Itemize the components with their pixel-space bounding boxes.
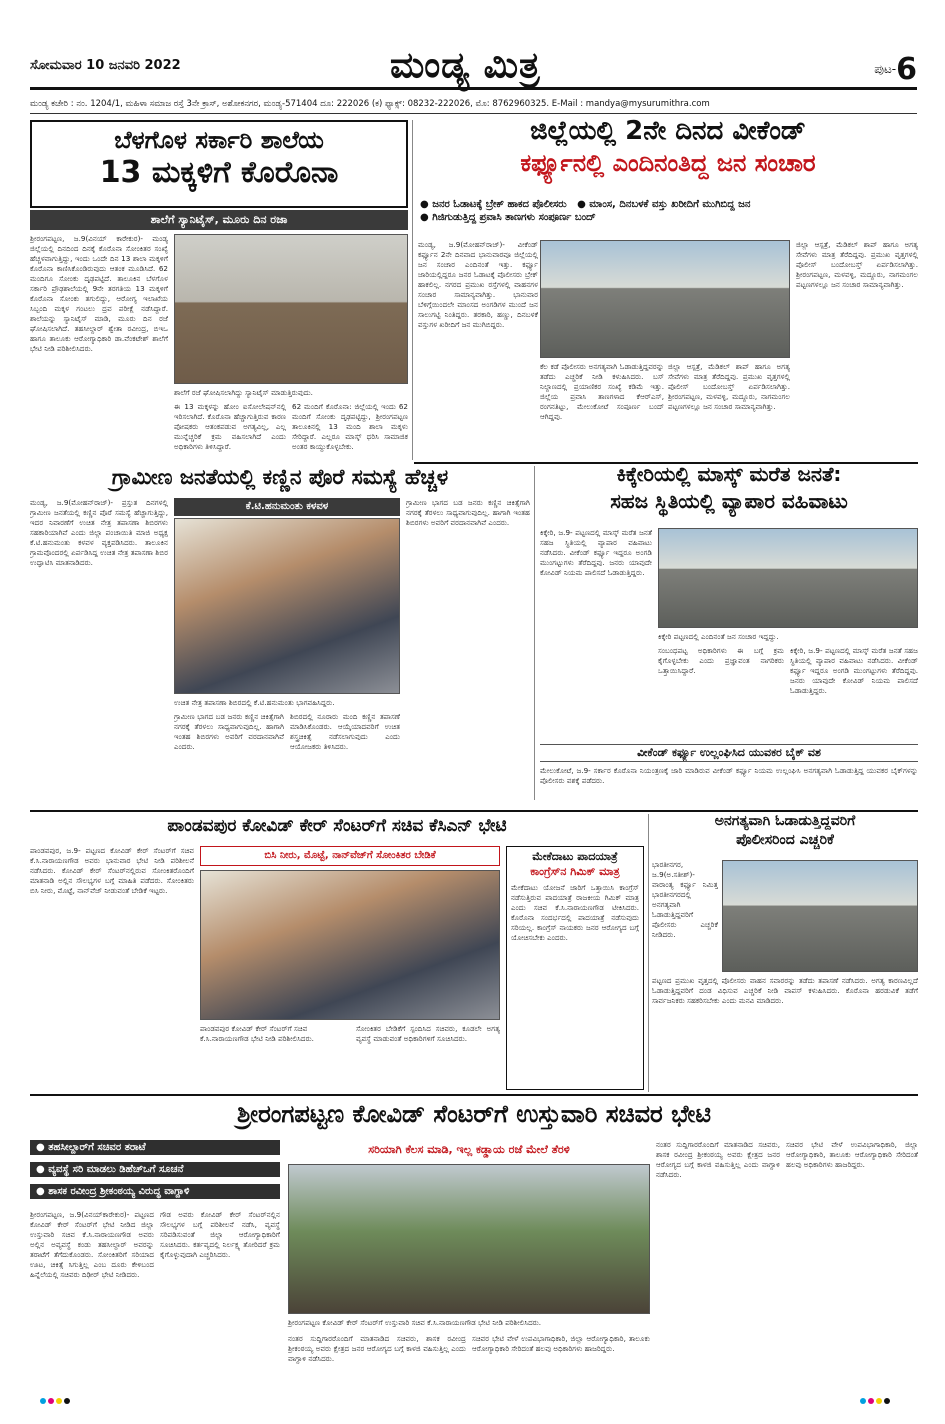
story-srirangapatna-col6: ಸಚಿವರ ಭೇಟಿ ವೇಳೆ ಉಪವಿಭಾಗಾಧಿಕಾರಿ, ಜಿಲ್ಲಾ ಆರೋಗ್ಯಾಧಿಕಾರಿ, ತಾಲೂಕು ಆರೋಗ್ಯಾಧಿಕಾರಿ ಸೇರಿದಂತೆ ಹಲವು ಅಧಿಕಾರಿಗಳು ಹಾಜರಿದ್ದರು. — [786, 1140, 918, 1169]
story-pandavapura-col2: ಸೋಂಕಿತರ ಬೇಡಿಕೆಗೆ ಸ್ಪಂದಿಸಿದ ಸಚಿವರು, ಕೂಡಲೇ ಅಗತ್ಯ ವ್ಯವಸ್ಥೆ ಮಾಡುವಂತೆ ಅಧಿಕಾರಿಗಳಿಗೆ ಸೂಚಿಸಿದರು. — [356, 1024, 500, 1043]
story-pandavapura-col1: ಪಾಂಡವಪುರ, ಜ.9- ಪಟ್ಟಣದ ಕೋವಿಡ್ ಕೇರ್ ಸೆಂಟರ್‌ಗೆ ಸಚಿವ ಕೆ.ಸಿ.ನಾರಾಯಣಗೌಡ ಅವರು ಭಾನುವಾರ ಭೇಟಿ ನೀಡಿ ಪರಿಶೀಲನೆ ನಡೆಸಿದರು. ಕೋವಿಡ್ ಕೇರ್ ಸೆಂಟರ್‌ನಲ್ಲಿರುವ ಸೋಂಕಿತರೊಂದಿಗೆ ಮಾತನಾಡಿ ಅಲ್ಲಿನ ಸೌಲಭ್ಯಗಳ ಬಗ್ಗೆ ಮಾಹಿತಿ ಪಡೆದರು. ಸೋಂಕಿತರು ಬಿಸಿ ನೀರು, ಮೊಟ್ಟೆ, ನಾನ್‌ವೆಜ್ ನೀಡುವಂತೆ ಬೇಡಿಕೆ ಇಟ್ಟರು. — [30, 846, 194, 895]
story-cataract — [30, 464, 530, 494]
headline-school-1: ಬೆಳಗೊಳ ಸರ್ಕಾರಿ ಶಾಲೆಯ — [114, 126, 324, 154]
photo-kikkeri-street — [658, 528, 918, 628]
headline-police-2: ಪೊಲೀಸರಿಂದ ಎಚ್ಚರಿಕೆ — [736, 831, 834, 848]
story-kikkeri — [540, 464, 918, 526]
story-bike-seized-body: ಮೇಲುಕೋಟೆ, ಜ.9- ಸರ್ಕಾರ ಕೊರೊನಾ ನಿಯಂತ್ರಣಕ್ಕೆ ಜಾರಿ ಮಾಡಿರುವ ವೀಕೆಂಡ್ ಕರ್ಫ್ಯೂ ನಿಯಮ ಉಲ್ಲಂಘಿಸಿ ಅನಗತ್ಯವಾಗಿ ಓಡಾಡುತ್ತಿದ್ದ ಯುವಕರ ಬೈಕ್‌ಗಳನ್ನು ಪೊಲೀಸರು ವಶಕ್ಕೆ ಪಡೆದರು. — [540, 766, 918, 785]
photo-srirangapatna-visit — [288, 1164, 650, 1314]
srirangapatna-red-sub — [288, 1140, 650, 1160]
photo-caption-school: ಶಾಲೆಗೆ ರಜೆ ಘೋಷಿಸಲಾಗಿದ್ದು ಸ್ಯಾನಿಟೈಸ್ ಮಾಡುತ್ತಿರುವುದು. — [174, 388, 313, 397]
curfew-bullet-3: ● ಗಿಜಿಗುಡುತ್ತಿದ್ದ ಪ್ರವಾಸಿ ತಾಣಗಳು ಸಂಪೂರ್ಣ ಬಂದ್ — [420, 212, 596, 223]
story-police-body: ಪಟ್ಟಣದ ಪ್ರಮುಖ ವೃತ್ತದಲ್ಲಿ ಪೊಲೀಸರು ವಾಹನ ಸವಾರರನ್ನು ತಡೆದು ತಪಾಸಣೆ ನಡೆಸಿದರು. ಅಗತ್ಯ ಕಾರಣವಿಲ್ಲದೆ ಓಡಾಡುತ್ತಿದ್ದವರಿಗೆ ದಂಡ ವಿಧಿಸುವ ಎಚ್ಚರಿಕೆ ನೀಡಿ ವಾಪಸ್ ಕಳುಹಿಸಿದರು. ಕೊರೊನಾ ಹರಡುವಿಕೆ ತಡೆಗೆ ಸಾರ್ವಜನಿಕರು ಸಹಕರಿಸಬೇಕು ಎಂದು ಮನವಿ ಮಾಡಿದರು. — [652, 976, 918, 1005]
subhead-pandavapura: ಬಿಸಿ ನೀರು, ಮೊಟ್ಟೆ, ನಾನ್‌ವೆಜ್‌ಗೆ ಸೋಂಕಿತರ ಬೇಡಿಕೆ — [264, 850, 436, 861]
divider-horizontal-2 — [30, 810, 918, 812]
curfew-bullet-1: ● ಜನರ ಓಡಾಟಕ್ಕೆ ಬ್ರೇಕ್ ಹಾಕದ ಪೊಲೀಸರು ● ಮಾಂಸ, ದಿನಬಳಕೆ ವಸ್ತು ಖರೀದಿಗೆ ಮುಗಿಬಿದ್ದ ಜನ — [420, 199, 751, 210]
srirangapatna-bullet-3-text: ಶಾಸಕ ರವೀಂದ್ರ ಶ್ರೀಕಂಠಯ್ಯ ವಿರುದ್ಧ ವಾಗ್ದಾಳಿ — [48, 1186, 190, 1197]
story-school-col3: 62 ಮಂದಿಗೆ ಕೊರೊನಾ: ಜಿಲ್ಲೆಯಲ್ಲಿ ಇಂದು 62 ಮಂದಿಗೆ ಸೋಂಕು ದೃಢಪಟ್ಟಿದ್ದು, ಶ್ರೀರಂಗಪಟ್ಟಣ ತಾಲೂಕಿನಲ್ಲಿ 13 ಮಂದಿ ಶಾಲಾ ಮಕ್ಕಳು ಸೇರಿದ್ದಾರೆ. ಎಲ್ಲರೂ ಮಾಸ್ಕ್ ಧರಿಸಿ ಸಾಮಾಜಿಕ ಅಂತರ ಕಾಯ್ದುಕೊಳ್ಳಬೇಕು. — [292, 402, 408, 451]
headline-srirangapatna: ಶ್ರೀರಂಗಪಟ್ಟಣ ಕೋವಿಡ್ ಸೆಂಟರ್‌ಗೆ ಉಸ್ತುವಾರಿ ಸಚಿವರ ಭೇಟಿ — [236, 1100, 712, 1128]
headline-cataract: ಗ್ರಾಮೀಣ ಜನತೆಯಲ್ಲಿ ಕಣ್ಣಿನ ಪೊರೆ ಸಮಸ್ಯೆ ಹೆಚ್ಚಳ — [111, 465, 449, 489]
masthead — [30, 44, 917, 90]
divider-vertical-3 — [648, 814, 649, 1092]
headline-kikkeri-1: ಕಿಕ್ಕೇರಿಯಲ್ಲಿ ಮಾಸ್ಕ್ ಮರೆತ ಜನತೆ: — [616, 464, 842, 486]
story-kikkeri-col1: ಕಿಕ್ಕೇರಿ, ಜ.9- ಪಟ್ಟಣದಲ್ಲಿ ಮಾಸ್ಕ್ ಮರೆತ ಜನತೆ ಸಹಜ ಸ್ಥಿತಿಯಲ್ಲಿ ವ್ಯಾಪಾರ ವಹಿವಾಟು ನಡೆಸಿದರು. ವೀಕೆಂಡ್ ಕರ್ಫ್ಯೂ ಇದ್ದರೂ ಅಂಗಡಿ ಮುಂಗಟ್ಟುಗಳು ತೆರೆದಿದ್ದವು. ಜನರು ಯಾವುದೇ ಕೋವಿಡ್ ನಿಯಮ ಪಾಲಿಸದೆ ಓಡಾಡುತ್ತಿದ್ದರು. — [540, 528, 652, 577]
story-cataract-col1: ಮಂಡ್ಯ, ಜ.9(ಮೋಹನ್‌ರಾಜ್)- ಪ್ರಸ್ತುತ ದಿನಗಳಲ್ಲಿ ಗ್ರಾಮೀಣ ಜನತೆಯಲ್ಲಿ ಕಣ್ಣಿನ ಪೊರೆ ಸಮಸ್ಯೆ ಹೆಚ್ಚಾಗುತ್ತಿದ್ದು, ಇದರ ನಿವಾರಣೆಗೆ ಉಚಿತ ನೇತ್ರ ತಪಾಸಣಾ ಶಿಬಿರಗಳು ಸಹಕಾರಿಯಾಗಿವೆ ಎಂದು ಜಿಲ್ಲಾ ಪಂಚಾಯಿತಿ ಮಾಜಿ ಅಧ್ಯಕ್ಷ ಕೆ.ಟಿ.ಹನುಮಂತು ಕಳವಳ ವ್ಯಕ್ತಪಡಿಸಿದರು. ತಾಲೂಕಿನ ಗ್ರಾಮವೊಂದರಲ್ಲಿ ಏರ್ಪಡಿಸಿದ್ದ ಉಚಿತ ನೇತ್ರ ತಪಾಸಣಾ ಶಿಬಿರ ಉದ್ಘಾಟಿಸಿ ಮಾತನಾಡಿದರು. — [30, 498, 168, 567]
story-police-col1: ಭಾರತೀನಗರ, ಜ.9(ಅ.ಸತೀಶ್)- ವಾರಾಂತ್ಯ ಕರ್ಫ್ಯೂ ನಿಮಿತ್ತ ಭಾರತೀನಗರದಲ್ಲಿ ಅನಗತ್ಯವಾಗಿ ಓಡಾಡುತ್ತಿದ್ದವರಿಗೆ ಪೊಲೀಸರು ಎಚ್ಚರಿಕೆ ನೀಡಿದರು. — [652, 860, 718, 939]
cmyk-marks-left — [40, 1398, 70, 1404]
photo-caption-kikkeri: ಕಿಕ್ಕೇರಿ ಪಟ್ಟಣದಲ್ಲಿ ಎಂದಿನಂತೆ ಜನ ಸಂಚಾರ ಇದ್ದದ್ದು. — [658, 632, 779, 641]
divider-vertical — [412, 120, 413, 460]
headline-mekedatu-2: ಕಾಂಗ್ರೆಸ್‌ನ ಗಿಮಿಕ್ ಮಾತ್ರ — [530, 864, 620, 878]
srirangapatna-bullet-1-text: ತಹಸೀಲ್ದಾರ್‌ಗೆ ಸಚಿವರ ತರಾಟೆ — [48, 1142, 146, 1153]
story-school-col1: ಶ್ರೀರಂಗಪಟ್ಟಣ, ಜ.9(ವಿನಯ್ ಕಾರೇಕುರ)- ಮಂಡ್ಯ ಜಿಲ್ಲೆಯಲ್ಲಿ ದಿನದಿಂದ ದಿನಕ್ಕೆ ಕೊರೊನಾ ಸೋಂಕಿತರ ಸಂಖ್ಯೆ ಹೆಚ್ಚಳವಾಗುತ್ತಿದ್ದು, ಇಂದು ಒಂದೇ ದಿನ 13 ಶಾಲಾ ಮಕ್ಕಳಿಗೆ ಕೊರೊನಾ ಕಾಣಿಸಿಕೊಂಡಿರುವುದು ಆತಂಕ ಮೂಡಿಸಿದೆ. 62 ಮಂದಿಗೂ ಸೋಂಕು ದೃಢಪಟ್ಟಿದೆ. ತಾಲೂಕಿನ ಬೆಳಗೊಳ ಸರ್ಕಾರಿ ಪ್ರೌಢಶಾಲೆಯಲ್ಲಿ 9ನೇ ತರಗತಿಯ 13 ಮಕ್ಕಳಿಗೆ ಕೊರೊನಾ ಸೋಂಕು ತಗುಲಿದ್ದು, ಆರೋಗ್ಯ ಇಲಾಖೆಯ ಸಿಬ್ಬಂದಿ ಮಕ್ಕಳ ಗಂಟಲು ದ್ರವ ಪರೀಕ್ಷೆ ನಡೆಸಿದ್ದಾರೆ. ಶಾಲೆಯನ್ನು ಸ್ಯಾನಿಟೈಸ್ ಮಾಡಿ, ಮೂರು ದಿನ ರಜೆ ಘೋಷಿಸಲಾಗಿದೆ. ತಹಸೀಲ್ದಾರ್ ಶ್ವೇತಾ ರವೀಂದ್ರ, ಬಿಇಒ ಹಾಗೂ ತಾಲೂಕು ಆರೋಗ್ಯಾಧಿಕಾರಿ ಡಾ.ವೆಂಕಟೇಶ್ ಶಾಲೆಗೆ ಭೇಟಿ ನೀಡಿ ಪರಿಶೀಲಿಸಿದರು. — [30, 234, 168, 353]
story-srirangapatna-col4: ಸಚಿವರ ಭೇಟಿ ವೇಳೆ ಉಪವಿಭಾಗಾಧಿಕಾರಿ, ಜಿಲ್ಲಾ ಆರೋಗ್ಯಾಧಿಕಾರಿ, ತಾಲೂಕು ಆರೋಗ್ಯಾಧಿಕಾರಿ ಸೇರಿದಂತೆ ಹಲವು ಅಧಿಕಾರಿಗಳು ಹಾಜರಿದ್ದರು. — [472, 1334, 650, 1353]
page-number: 6 — [896, 52, 917, 87]
subhead-srirangapatna: ಸರಿಯಾಗಿ ಕೆಲಸ ಮಾಡಿ, ಇಲ್ಲ ಕಡ್ಡಾಯ ರಜೆ ಮೇಲೆ ತೆರಳಿ — [368, 1143, 570, 1156]
pandavapura-red-sub — [200, 846, 500, 866]
curfew-bullet-3-text: ಗಿಜಿಗುಡುತ್ತಿದ್ದ ಪ್ರವಾಸಿ ತಾಣಗಳು ಸಂಪೂರ್ಣ ಬಂದ್ — [432, 212, 596, 223]
srirangapatna-bullet-2-text: ವ್ಯವಸ್ಥೆ ಸರಿ ಮಾಡಲು ಡಿಹೆಚ್‌ಒಗೆ ಸೂಚನೆ — [48, 1164, 184, 1175]
subhead-school: ಶಾಲೆಗೆ ಸ್ಯಾನಿಟೈಸ್, ಮೂರು ದಿನ ರಜಾ — [30, 210, 408, 230]
story-mekedatu-body: ಮೇಕೆದಾಟು ಯೋಜನೆ ಜಾರಿಗೆ ಒತ್ತಾಯಿಸಿ ಕಾಂಗ್ರೆಸ್ ನಡೆಸುತ್ತಿರುವ ಪಾದಯಾತ್ರೆ ರಾಜಕೀಯ ಗಿಮಿಕ್ ಮಾತ್ರ ಎಂದು ಸಚಿವ ಕೆ.ಸಿ.ನಾರಾಯಣಗೌಡ ಟೀಕಿಸಿದರು. ಕೊರೊನಾ ಸಂದರ್ಭದಲ್ಲಿ ಪಾದಯಾತ್ರೆ ನಡೆಸುವುದು ಸರಿಯಲ್ಲ. ಕಾಂಗ್ರೆಸ್ ನಾಯಕರು ಜನರ ಆರೋಗ್ಯದ ಬಗ್ಗೆ ಯೋಚಿಸಬೇಕು ಎಂದರು. — [511, 883, 639, 942]
story-srirangapatna-col2: ಗೌಡ ಅವರು ಕೋವಿಡ್ ಕೇರ್ ಸೆಂಟರ್‌ನಲ್ಲಿನ ಸೌಲಭ್ಯಗಳ ಬಗ್ಗೆ ಪರಿಶೀಲನೆ ನಡೆಸಿ, ವ್ಯವಸ್ಥೆ ಸರಿಪಡಿಸುವಂತೆ ಜಿಲ್ಲಾ ಆರೋಗ್ಯಾಧಿಕಾರಿಗೆ ಸೂಚಿಸಿದರು. ಕರ್ತವ್ಯದಲ್ಲಿ ನಿರ್ಲಕ್ಷ್ಯ ತೋರಿದರೆ ಕ್ರಮ ಕೈಗೊಳ್ಳುವುದಾಗಿ ಎಚ್ಚರಿಸಿದರು. — [160, 1210, 280, 1259]
story-srirangapatna-col3: ನಂತರ ಸುದ್ದಿಗಾರರೊಂದಿಗೆ ಮಾತನಾಡಿದ ಸಚಿವರು, ಶಾಸಕ ರವೀಂದ್ರ ಶ್ರೀಕಂಠಯ್ಯ ಅವರು ಕ್ಷೇತ್ರದ ಜನರ ಆರೋಗ್ಯದ ಬಗ್ಗೆ ಕಾಳಜಿ ವಹಿಸುತ್ತಿಲ್ಲ ಎಂದು ವಾಗ್ದಾಳಿ ನಡೆಸಿದರು. — [288, 1334, 466, 1363]
page-number-label — [874, 52, 917, 87]
story-cataract-col4: ಗ್ರಾಮೀಣ ಭಾಗದ ಬಡ ಜನರು ಕಣ್ಣಿನ ಚಿಕಿತ್ಸೆಗಾಗಿ ನಗರಕ್ಕೆ ತೆರಳಲು ಸಾಧ್ಯವಾಗುವುದಿಲ್ಲ. ಹಾಗಾಗಿ ಇಂತಹ ಶಿಬಿರಗಳು ಅವರಿಗೆ ವರದಾನವಾಗಿವೆ ಎಂದರು. — [406, 498, 530, 527]
photo-curfew-police — [540, 240, 790, 358]
story-curfew-col3: ಜಿಲ್ಲಾ ಆಸ್ಪತ್ರೆ, ಮೆಡಿಕಲ್ ಶಾಪ್ ಹಾಗೂ ಅಗತ್ಯ ಸೇವೆಗಳು ಮಾತ್ರ ತೆರೆದಿದ್ದವು. ಪ್ರಮುಖ ವೃತ್ತಗಳಲ್ಲಿ ಪೊಲೀಸ್ ಬಂದೋಬಸ್ತ್ ಏರ್ಪಡಿಸಲಾಗಿತ್ತು. ಶ್ರೀರಂಗಪಟ್ಟಣ, ಮಳವಳ್ಳಿ, ಮದ್ದೂರು, ನಾಗಮಂಗಲ ಪಟ್ಟಣಗಳಲ್ಲೂ ಜನ ಸಂಚಾರ ಸಾಮಾನ್ಯವಾಗಿತ್ತು. — [668, 362, 790, 411]
story-school-corona — [30, 120, 408, 208]
photo-covid-care-visit — [200, 870, 500, 1020]
issue-date: ಸೋಮವಾರ 10 ಜನವರಿ 2022 — [30, 58, 181, 73]
cataract-photo-label — [174, 498, 400, 516]
headline-curfew-1: ಜಿಲ್ಲೆಯಲ್ಲಿ 2ನೇ ದಿನದ ವೀಕೆಂಡ್ — [530, 118, 806, 146]
photo-caption-eye-camp: ಉಚಿತ ನೇತ್ರ ತಪಾಸಣಾ ಶಿಬಿರದಲ್ಲಿ ಕೆ.ಟಿ.ಹನುಮಂತು ಭಾಗವಹಿಸಿದ್ದರು. — [174, 698, 335, 707]
photo-school-sanitize — [174, 234, 408, 384]
photo-police-checking — [722, 860, 918, 972]
curfew-bullet-1-text: ಜನರ ಓಡಾಟಕ್ಕೆ ಬ್ರೇಕ್ ಹಾಕದ ಪೊಲೀಸರು — [432, 199, 567, 210]
photo-caption-pandavapura: ಪಾಂಡವಪುರ ಕೋವಿಡ್ ಕೇರ್ ಸೆಂಟರ್‌ಗೆ ಸಚಿವ ಕೆ.ಸಿ.ನಾರಾಯಣಗೌಡ ಭೇಟಿ ನೀಡಿ ಪರಿಶೀಲಿಸಿದರು. — [200, 1024, 314, 1043]
curfew-bullet-2-text: ಮಾಂಸ, ದಿನಬಳಕೆ ವಸ್ತು ಖರೀದಿಗೆ ಮುಗಿಬಿದ್ದ ಜನ — [589, 199, 751, 210]
srirangapatna-bullet-2: ● ವ್ಯವಸ್ಥೆ ಸರಿ ಮಾಡಲು ಡಿಹೆಚ್‌ಒಗೆ ಸೂಚನೆ — [30, 1162, 280, 1177]
divider-vertical-2 — [534, 466, 535, 800]
bike-seized-headline — [540, 744, 918, 762]
headline-pandavapura: ಪಾಂಡವಪುರ ಕೋವಿಡ್ ಕೇರ್ ಸೆಂಟರ್‌ಗೆ ಸಚಿವ ಕೆಸಿಎನ್ ಭೇಟಿ — [167, 816, 507, 836]
story-kikkeri-col3: ಕಿಕ್ಕೇರಿ, ಜ.9- ಪಟ್ಟಣದಲ್ಲಿ ಮಾಸ್ಕ್ ಮರೆತ ಜನತೆ ಸಹಜ ಸ್ಥಿತಿಯಲ್ಲಿ ವ್ಯಾಪಾರ ವಹಿವಾಟು ನಡೆಸಿದರು. ವೀಕೆಂಡ್ ಕರ್ಫ್ಯೂ ಇದ್ದರೂ ಅಂಗಡಿ ಮುಂಗಟ್ಟುಗಳು ತೆರೆದಿದ್ದವು. ಜನರು ಯಾವುದೇ ಕೋವಿಡ್ ನಿಯಮ ಪಾಲಿಸದೆ ಓಡಾಡುತ್ತಿದ್ದರು. — [790, 646, 918, 695]
page-label: ಪುಟ- — [874, 62, 897, 76]
story-police-warning — [652, 814, 918, 858]
story-curfew-col4: ಜಿಲ್ಲಾ ಆಸ್ಪತ್ರೆ, ಮೆಡಿಕಲ್ ಶಾಪ್ ಹಾಗೂ ಅಗತ್ಯ ಸೇವೆಗಳು ಮಾತ್ರ ತೆರೆದಿದ್ದವು. ಪ್ರಮುಖ ವೃತ್ತಗಳಲ್ಲಿ ಪೊಲೀಸ್ ಬಂದೋಬಸ್ತ್ ಏರ್ಪಡಿಸಲಾಗಿತ್ತು. ಶ್ರೀರಂಗಪಟ್ಟಣ, ಮಳವಳ್ಳಿ, ಮದ್ದೂರು, ನಾಗಮಂಗಲ ಪಟ್ಟಣಗಳಲ್ಲೂ ಜನ ಸಂಚಾರ ಸಾಮಾನ್ಯವಾಗಿತ್ತು. — [796, 240, 918, 289]
story-school-col2: ಈ 13 ಮಕ್ಕಳನ್ನು ಹೋಂ ಐಸೋಲೇಷನ್‌ನಲ್ಲಿ ಇರಿಸಲಾಗಿದೆ. ಕೊರೊನಾ ಹೆಚ್ಚಾಗುತ್ತಿರುವ ಕಾರಣ ಪೋಷಕರು ಆತಂಕಪಡುವ ಅಗತ್ಯವಿಲ್ಲ, ಎಲ್ಲ ಮುನ್ನೆಚ್ಚರಿಕೆ ಕ್ರಮ ವಹಿಸಲಾಗಿದೆ ಎಂದು ಅಧಿಕಾರಿಗಳು ತಿಳಿಸಿದ್ದಾರೆ. — [174, 402, 286, 451]
story-cataract-col3: ಶಿಬಿರದಲ್ಲಿ ನೂರಾರು ಮಂದಿ ಕಣ್ಣಿನ ತಪಾಸಣೆ ಮಾಡಿಸಿಕೊಂಡರು. ಆಯ್ಕೆಯಾದವರಿಗೆ ಉಚಿತ ಶಸ್ತ್ರಚಿಕಿತ್ಸೆ ನಡೆಸಲಾಗುವುದು ಎಂದು ಆಯೋಜಕರು ತಿಳಿಸಿದರು. — [290, 712, 400, 751]
story-srirangapatna — [30, 1096, 918, 1136]
headline-curfew-2: ಕರ್ಫ್ಯೂನಲ್ಲಿ ಎಂದಿನಂತಿದ್ದ ಜನ ಸಂಚಾರ — [520, 149, 816, 178]
curfew-bullets — [420, 198, 918, 238]
story-curfew-col1: ಮಂಡ್ಯ, ಜ.9(ಮೋಹನ್‌ರಾಜ್)- ವೀಕೆಂಡ್ ಕರ್ಫ್ಯೂನ 2ನೇ ದಿನವಾದ ಭಾನುವಾರವೂ ಜಿಲ್ಲೆಯಲ್ಲಿ ಜನ ಸಂಚಾರ ಎಂದಿನಂತೆ ಇತ್ತು. ಕರ್ಫ್ಯೂ ಜಾರಿಯಲ್ಲಿದ್ದರೂ ಜನರ ಓಡಾಟಕ್ಕೆ ಪೊಲೀಸರು ಬ್ರೇಕ್ ಹಾಕಲಿಲ್ಲ. ನಗರದ ಪ್ರಮುಖ ರಸ್ತೆಗಳಲ್ಲಿ ವಾಹನಗಳ ಸಂಚಾರ ಸಾಮಾನ್ಯವಾಗಿತ್ತು. ಭಾನುವಾರ ಬೆಳಿಗ್ಗೆಯಿಂದಲೇ ಮಾಂಸದ ಅಂಗಡಿಗಳ ಮುಂದೆ ಜನ ಸಾಲುಗಟ್ಟಿ ನಿಂತಿದ್ದರು. ತರಕಾರಿ, ಹಣ್ಣು, ದಿನಬಳಕೆ ವಸ್ತುಗಳ ಖರೀದಿಗೆ ಜನ ಮುಗಿಬಿದ್ದರು. — [418, 240, 538, 329]
story-kikkeri-col2: ಸಂಬಂಧಪಟ್ಟ ಅಧಿಕಾರಿಗಳು ಈ ಬಗ್ಗೆ ಕ್ರಮ ಕೈಗೊಳ್ಳಬೇಕು ಎಂದು ಪ್ರಜ್ಞಾವಂತ ನಾಗರಿಕರು ಒತ್ತಾಯಿಸಿದ್ದಾರೆ. — [658, 646, 784, 675]
story-cataract-col2: ಗ್ರಾಮೀಣ ಭಾಗದ ಬಡ ಜನರು ಕಣ್ಣಿನ ಚಿಕಿತ್ಸೆಗಾಗಿ ನಗರಕ್ಕೆ ತೆರಳಲು ಸಾಧ್ಯವಾಗುವುದಿಲ್ಲ. ಹಾಗಾಗಿ ಇಂತಹ ಶಿಬಿರಗಳು ಅವರಿಗೆ ವರದಾನವಾಗಿವೆ ಎಂದರು. — [174, 712, 284, 751]
story-pandavapura — [30, 814, 644, 842]
srirangapatna-bullet-1: ● ತಹಸೀಲ್ದಾರ್‌ಗೆ ಸಚಿವರ ತರಾಟೆ — [30, 1140, 280, 1155]
headline-school-2: 13 ಮಕ್ಕಳಿಗೆ ಕೊರೊನಾ — [99, 155, 339, 191]
story-mekedatu — [506, 846, 644, 1090]
cataract-photo-label-text: ಕೆ.ಟಿ.ಹನುಮಂತು ಕಳವಳ — [245, 501, 329, 512]
photo-caption-srirangapatna: ಶ್ರೀರಂಗಪಟ್ಟಣ ಕೋವಿಡ್ ಕೇರ್ ಸೆಂಟರ್‌ಗೆ ಉಸ್ತುವಾರಿ ಸಚಿವ ಕೆ.ಸಿ.ನಾರಾಯಣಗೌಡ ಭೇಟಿ ನೀಡಿ ಪರಿಶೀಲಿಸಿದರು. — [288, 1318, 542, 1327]
headline-police-1: ಅನಗತ್ಯವಾಗಿ ಓಡಾಡುತ್ತಿದ್ದವರಿಗೆ — [714, 814, 856, 829]
newspaper-title: ಮಂಡ್ಯ ಮಿತ್ರ — [390, 44, 541, 86]
story-srirangapatna-col5: ನಂತರ ಸುದ್ದಿಗಾರರೊಂದಿಗೆ ಮಾತನಾಡಿದ ಸಚಿವರು, ಶಾಸಕ ರವೀಂದ್ರ ಶ್ರೀಕಂಠಯ್ಯ ಅವರು ಕ್ಷೇತ್ರದ ಜನರ ಆರೋಗ್ಯದ ಬಗ್ಗೆ ಕಾಳಜಿ ವಹಿಸುತ್ತಿಲ್ಲ ಎಂದು ವಾಗ್ದಾಳಿ ನಡೆಸಿದರು. — [656, 1140, 780, 1179]
srirangapatna-bullet-3: ● ಶಾಸಕ ರವೀಂದ್ರ ಶ್ರೀಕಂಠಯ್ಯ ವಿರುದ್ಧ ವಾಗ್ದಾಳಿ — [30, 1184, 280, 1199]
headline-mekedatu-1: ಮೇಕೆದಾಟು ಪಾದಯಾತ್ರೆ — [532, 850, 618, 863]
photo-eye-camp — [174, 518, 400, 694]
story-srirangapatna-col1: ಶ್ರೀರಂಗಪಟ್ಟಣ, ಜ.9(ವಿನಯ್‌ಕಾರೇಕುರ)- ಪಟ್ಟಣದ ಕೋವಿಡ್ ಕೇರ್ ಸೆಂಟರ್‌ಗೆ ಭೇಟಿ ನೀಡಿದ ಜಿಲ್ಲಾ ಉಸ್ತುವಾರಿ ಸಚಿವ ಕೆ.ಸಿ.ನಾರಾಯಣಗೌಡ ಅವರು ಅಲ್ಲಿನ ಅವ್ಯವಸ್ಥೆ ಕಂಡು ತಹಸೀಲ್ದಾರ್ ಅವರನ್ನು ತರಾಟೆಗೆ ತೆಗೆದುಕೊಂಡರು. ಸೋಂಕಿತರಿಗೆ ಸರಿಯಾದ ಊಟ, ಚಿಕಿತ್ಸೆ ಸಿಗುತ್ತಿಲ್ಲ ಎಂಬ ದೂರು ಕೇಳಿಬಂದ ಹಿನ್ನೆಲೆಯಲ್ಲಿ ಸಚಿವರು ದಿಢೀರ್ ಭೇಟಿ ನೀಡಿದರು. — [30, 1210, 154, 1279]
story-weekend-curfew — [418, 118, 918, 196]
headline-kikkeri-2: ಸಹಜ ಸ್ಥಿತಿಯಲ್ಲಿ ವ್ಯಾಪಾರ ವಹಿವಾಟು — [610, 489, 848, 513]
headline-bike-seized: ವೀಕೆಂಡ್ ಕರ್ಫ್ಯೂ ಉಲ್ಲಂಘಿಸಿದ ಯುವಕರ ಬೈಕ್ ವಶ — [637, 746, 821, 759]
story-curfew-col2: ಕೆಲ ಕಡೆ ಪೊಲೀಸರು ಅನಗತ್ಯವಾಗಿ ಓಡಾಡುತ್ತಿದ್ದವರನ್ನು ತಡೆದು ಎಚ್ಚರಿಕೆ ನೀಡಿ ಕಳುಹಿಸಿದರು. ಬಸ್ ನಿಲ್ದಾಣದಲ್ಲಿ ಪ್ರಯಾಣಿಕರ ಸಂಖ್ಯೆ ಕಡಿಮೆ ಇತ್ತು. ಜಿಲ್ಲೆಯ ಪ್ರವಾಸಿ ತಾಣಗಳಾದ ಕೆಆರ್‌ಎಸ್, ರಂಗನತಿಟ್ಟು, ಮೇಲುಕೋಟೆ ಸಂಪೂರ್ಣ ಬಂದ್ ಆಗಿದ್ದವು. — [540, 362, 664, 421]
cmyk-marks-right — [860, 1398, 890, 1404]
office-address: ಮಂಡ್ಯ ಕಚೇರಿ : ನಂ. 1204/1, ಮಹಿಳಾ ಸಮಾಜ ರಸ್ತೆ 3ನೇ ಕ್ರಾಸ್, ಅಶೋಕನಗರ, ಮಂಡ್ಯ-571404 ದೂ: 222026 (ಕ) ಫ್ಯಾಕ್ಸ್: 08232-222026, ಮೊ: 8762960325. E-Mail : mandya@mysurumithra.com — [30, 94, 917, 114]
